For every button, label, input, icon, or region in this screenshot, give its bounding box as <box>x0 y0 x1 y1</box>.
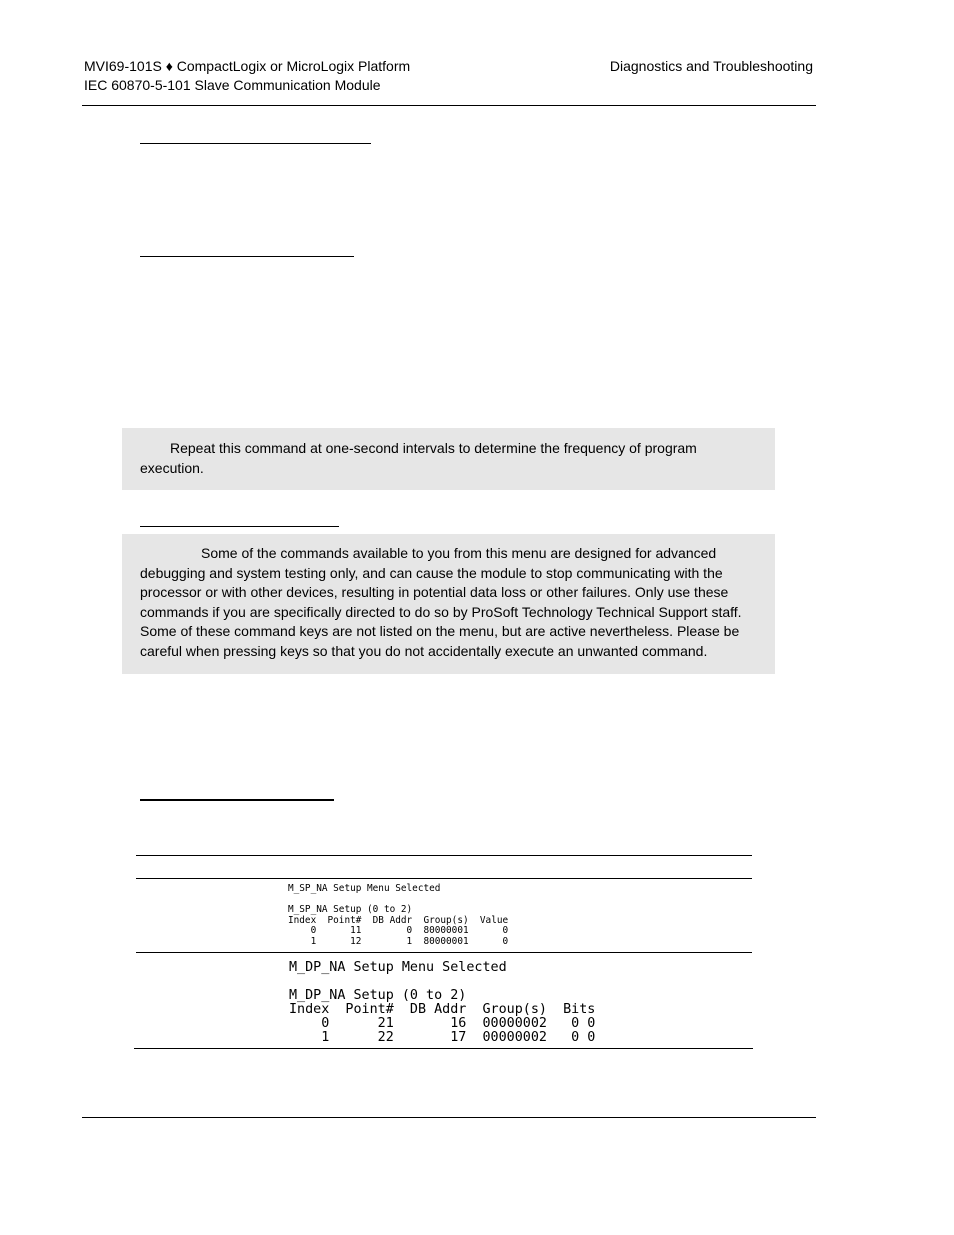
screen-dp-line: M_DP_NA Setup (0 to 2) <box>289 988 467 1003</box>
caution-box <box>122 534 775 674</box>
screen-dp-line: 1 22 17 00000002 0 0 <box>289 1030 596 1045</box>
table-row-rule <box>136 952 752 953</box>
heading-underline-3 <box>140 526 339 527</box>
screen-sp-line: Index Point# DB Addr Group(s) Value <box>288 914 509 926</box>
screen-dp-line <box>289 975 595 989</box>
table-top-rule <box>136 855 752 856</box>
heading-underline-1 <box>140 143 371 144</box>
screen-dp-line: Index Point# DB Addr Group(s) Bits <box>289 1002 596 1017</box>
header-title-line2: IEC 60870-5-101 Slave Communication Module <box>84 77 381 93</box>
screen-dp-line: 0 21 16 00000002 0 0 <box>289 1016 596 1031</box>
tip-text: Repeat this command at one-second intervals to determine the frequency of program execution. <box>140 440 697 476</box>
footer-rule <box>82 1117 816 1118</box>
screen-dp-na <box>289 961 595 1045</box>
heading-underline-2 <box>140 256 354 257</box>
table-header-rule <box>136 878 752 879</box>
screen-sp-line: M_SP_NA Setup Menu Selected <box>288 883 441 894</box>
header-title-line1: MVI69-101S ♦ CompactLogix or MicroLogix Platform <box>84 58 411 74</box>
screen-sp-line: 0 11 0 80000001 0 <box>288 925 509 936</box>
screen-sp-line: 1 12 1 80000001 0 <box>288 935 509 947</box>
caution-text: Some of the commands available to you from this menu are designed for advanced debugging and system testing only, and can cause the module to stop communicating with the processor or with other devices, resulting in potential data loss or other failures. Only use these commands if you are specifically directed to do so by ProSoft Technology Technical Support staff. Some of these command keys are not listed on the menu, but are active nevertheless. Please be careful when pressing keys so that you do not accidentally execute an unwanted command. <box>140 545 742 659</box>
screen-sp-na <box>288 884 508 947</box>
tip-box <box>122 428 775 490</box>
header-section: Diagnostics and Troubleshooting <box>609 58 813 74</box>
screen-sp-line: M_SP_NA Setup (0 to 2) <box>288 904 413 915</box>
header-rule <box>82 105 816 106</box>
screen-dp-line: M_DP_NA Setup Menu Selected <box>289 960 507 975</box>
table-bottom-rule <box>134 1048 753 1049</box>
heading-underline-4 <box>140 799 334 801</box>
